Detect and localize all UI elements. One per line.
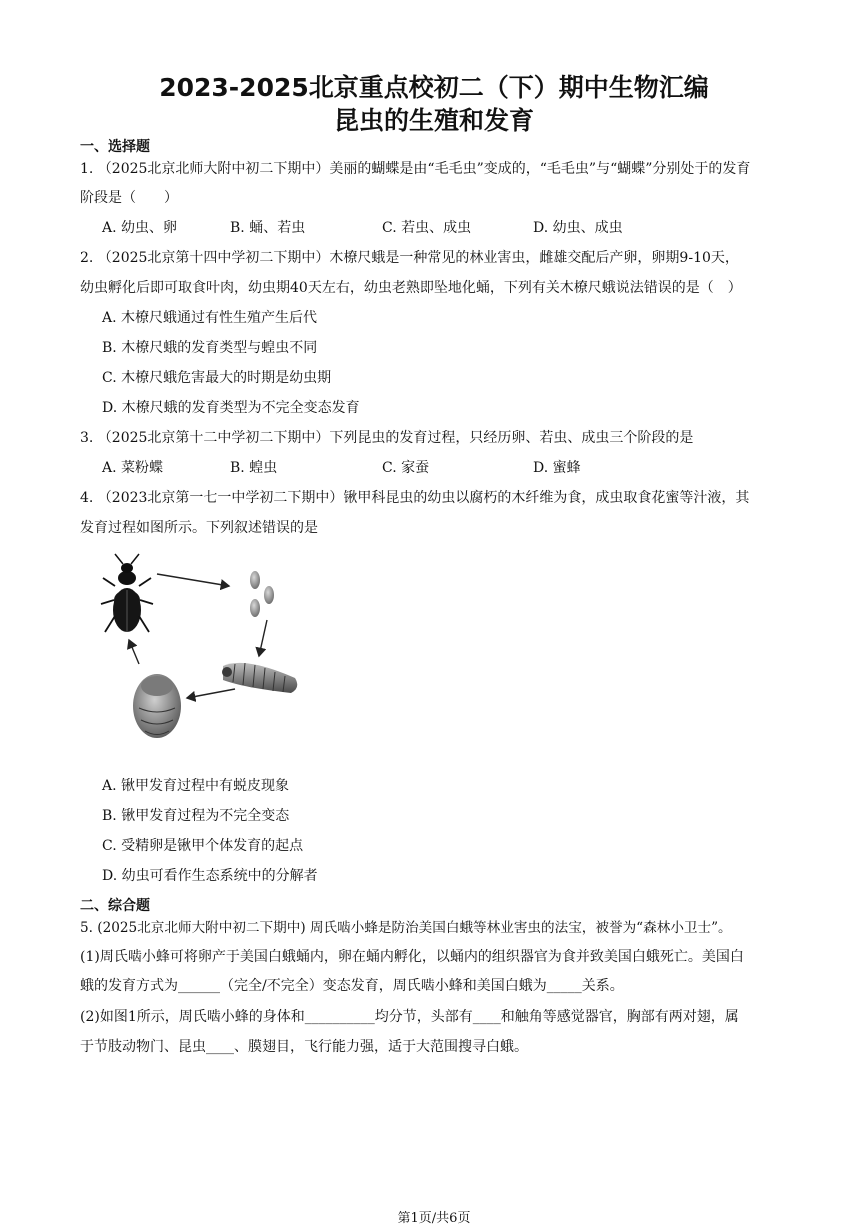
beetle-life-cycle-figure <box>95 548 315 748</box>
q2-option-b: B. 木橑尺蛾的发育类型与蝗虫不同 <box>102 340 318 356</box>
q5-part2-text-cont: 于节肢动物门、昆虫____、膜翅目，飞行能力强，适于大范围搜寻白蛾。 <box>80 1039 528 1055</box>
question-2-text: 2. （2025北京第十四中学初二下期中）木橑尺蛾是一种常见的林业害虫，雌雄交配后产卵，卵期9-10天， <box>80 250 739 266</box>
page-title: 2023-2025北京重点校初二（下）期中生物汇编 <box>159 73 709 102</box>
q4-option-d: D. 幼虫可看作生态系统中的分解者 <box>102 868 318 884</box>
question-4-text: 4. （2023北京第一七一中学初二下期中）锹甲科昆虫的幼虫以腐朽的木纤维为食，成虫取食花蜜等汁液，其 <box>80 490 750 506</box>
question-3-text: 3. （2025北京第十二中学初二下期中）下列昆虫的发育过程，只经历卵、若虫、成虫三个阶段的是 <box>80 430 694 446</box>
adult-beetle-image <box>101 554 153 632</box>
arrow-egg-to-larva <box>259 620 267 656</box>
q2-option-d: D. 木橑尺蛾的发育类型为不完全变态发育 <box>102 400 360 416</box>
q3-option-d: D. 蜜蜂 <box>533 460 581 476</box>
question-1-text: 1. （2025北京北师大附中初二下期中）美丽的蝴蝶是由“毛毛虫”变成的，“毛毛虫”与“蝴蝶”分别处于的发育 <box>80 161 751 177</box>
q3-option-a: A. 菜粉蝶 <box>102 460 164 476</box>
q3-option-c: C. 家蚕 <box>382 460 430 476</box>
pupa-image <box>133 674 181 738</box>
question-4-text-cont: 发育过程如图所示。下列叙述错误的是 <box>80 520 318 536</box>
q1-option-d: D. 幼虫、成虫 <box>533 220 623 236</box>
question-5-text: 5. (2025北京北师大附中初二下期中) 周氏啮小蜂是防治美国白蛾等林业害虫的法宝，被誉为“森林小卫士”。 <box>80 920 732 936</box>
q5-part1-text-cont: 蛾的发育方式为______（完全/不完全）变态发育，周氏啮小蜂和美国白蛾为_____关系。 <box>80 978 624 994</box>
section-heading-comprehensive: 二、综合题 <box>80 898 150 914</box>
q2-option-a: A. 木橑尺蛾通过有性生殖产生后代 <box>102 310 318 326</box>
arrow-pupa-to-adult <box>129 640 139 664</box>
eggs-image <box>250 571 274 617</box>
q1-option-b: B. 蛹、若虫 <box>230 220 306 236</box>
q2-option-c: C. 木橑尺蛾危害最大的时期是幼虫期 <box>102 370 332 386</box>
q4-option-b: B. 锹甲发育过程为不完全变态 <box>102 808 290 824</box>
q1-option-c: C. 若虫、成虫 <box>382 220 472 236</box>
q4-option-c: C. 受精卵是锹甲个体发育的起点 <box>102 838 304 854</box>
q1-option-a: A. 幼虫、卵 <box>102 220 178 236</box>
page-footer: 第1页/共6页 <box>397 1211 471 1226</box>
q5-part1-text: (1)周氏啮小蜂可将卵产于美国白蛾蛹内，卵在蛹内孵化，以蛹内的组织器官为食并致美国白蛾死亡。美国白 <box>80 949 744 965</box>
q3-option-b: B. 蝗虫 <box>230 460 278 476</box>
question-1-text-cont: 阶段是（ ） <box>80 190 178 206</box>
q4-option-a: A. 锹甲发育过程中有蜕皮现象 <box>102 778 290 794</box>
question-2-text-cont: 幼虫孵化后即可取食叶肉，幼虫期40天左右，幼虫老熟即坠地化蛹，下列有关木橑尺蛾说法错误的是（ ） <box>80 280 742 296</box>
larva-image <box>222 663 297 693</box>
page-subtitle: 昆虫的生殖和发育 <box>333 106 534 135</box>
section-heading-choice: 一、选择题 <box>80 139 150 155</box>
arrow-adult-to-egg <box>157 574 229 586</box>
arrow-larva-to-pupa <box>187 689 235 698</box>
q5-part2-text: (2)如图1所示，周氏啮小蜂的身体和__________均分节，头部有____和触角等感觉器官，胸部有两对翅，属 <box>80 1009 739 1025</box>
